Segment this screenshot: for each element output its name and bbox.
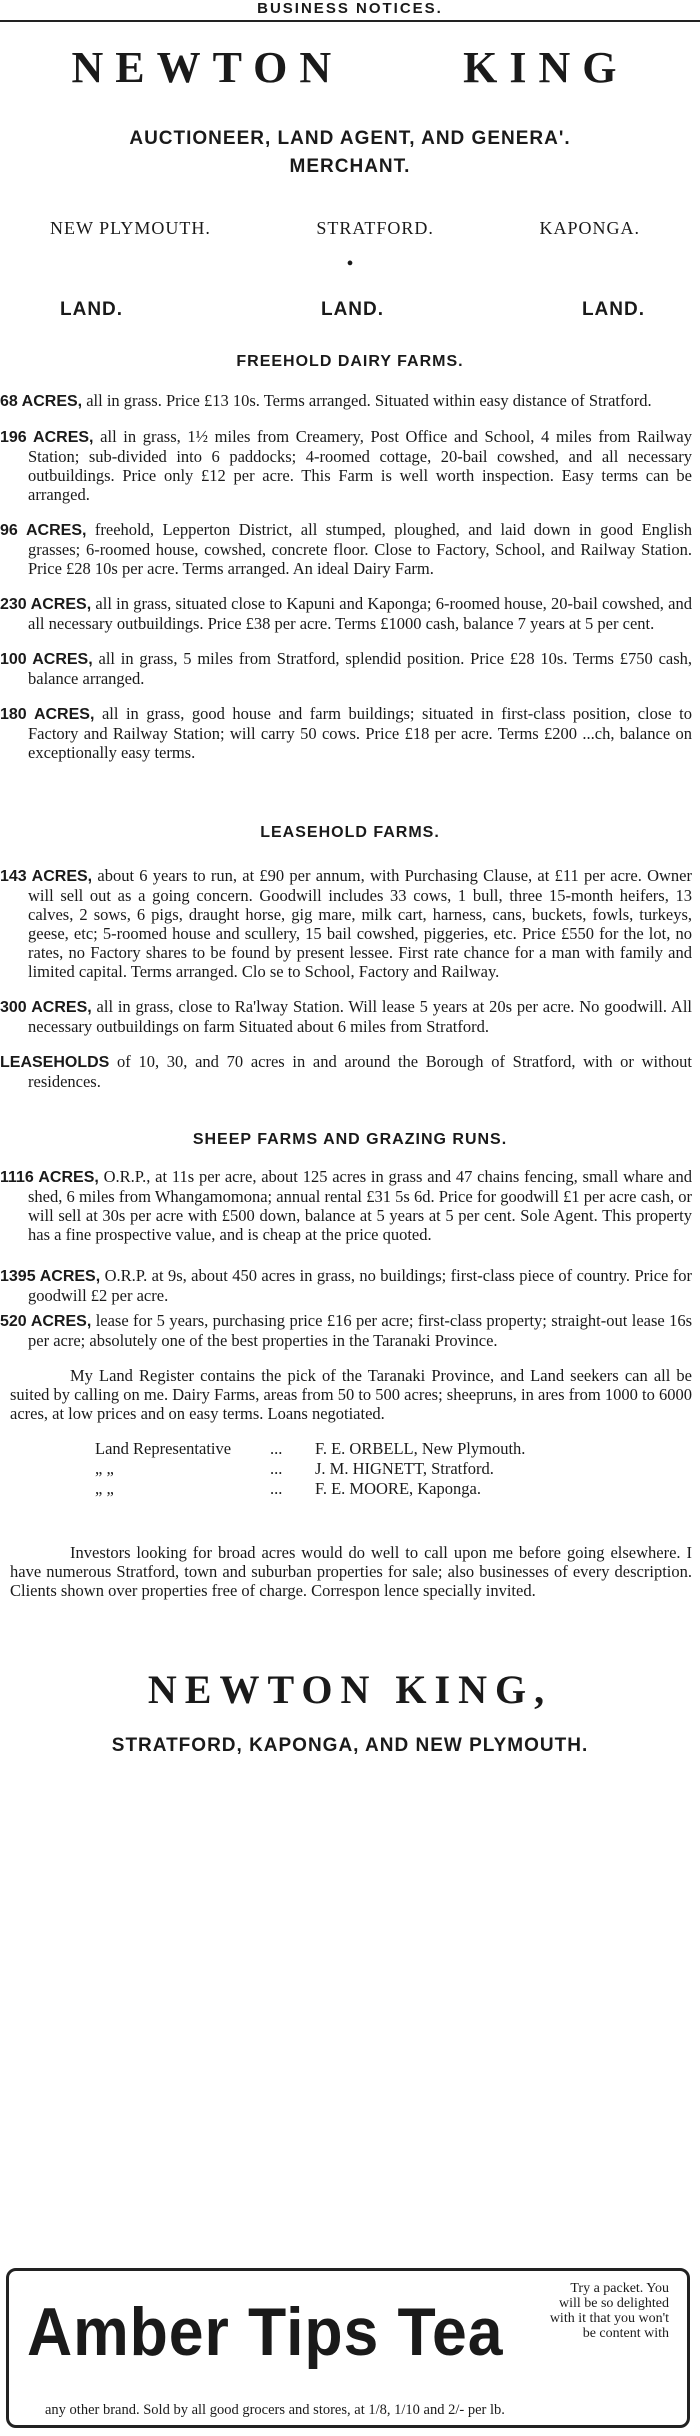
header-rule bbox=[0, 20, 700, 22]
entry-lead: 520 ACRES, bbox=[0, 1313, 92, 1330]
representative-row bbox=[95, 1439, 700, 1459]
entry-lead: 180 ACRES, bbox=[0, 706, 95, 723]
entry-text: all in grass, 5 miles from Stratford, splendid position. Price £28 10s. Terms £750 cash, balance arranged. bbox=[28, 649, 693, 688]
entry-text: of 10, 30, and 70 acres in and around the Borough of Stratford, with or without residences. bbox=[28, 1052, 693, 1091]
entry-text: about 6 years to run, at £90 per annum, with Purchasing Clause, at £11 per acre. Owner will sell out as a going concern. Goodwill includes 33 cows, 1 bull, three 15-month heifers, 13 calves, 2 sows, 6 pigs, draught horse, gig mare, milk cart, harness, cans, buckets, fowls, turkeys, geese, etc; 5-roomed house and scullery, 15 bail cowshed, piggeries, etc. Price £550 for the lot, no rates, no Factory shares to be found by present lessee. First rate chance for a man with family and limited capital. Terms arranged. Clo se to School, Factory and Railway. bbox=[28, 866, 693, 981]
entry-text: all in grass, close to Ra'lway Station. Will lease 5 years at 20s per acre. No goodwill. All necessary outbuildings on farm Situated about 6 miles from Stratford. bbox=[28, 997, 692, 1036]
rep-name: F. E. MOORE, Kaponga. bbox=[315, 1479, 481, 1498]
sheep-entry bbox=[0, 1311, 700, 1350]
sheep-entry bbox=[0, 1266, 700, 1305]
masthead-name-part2: KING bbox=[463, 43, 629, 92]
land-word-3: LAND. bbox=[581, 299, 645, 320]
leasehold-heading: LEASEHOLD FARMS. bbox=[260, 824, 440, 841]
entry-lead: 300 ACRES, bbox=[0, 999, 92, 1016]
footer-name: NEWTON KING, bbox=[147, 1667, 553, 1712]
rep-name: F. E. ORBELL, New Plymouth. bbox=[315, 1439, 526, 1458]
section-header: BUSINESS NOTICES. bbox=[257, 0, 443, 17]
investors-paragraph: Investors looking for broad acres would do well to call upon me before going elsewhere. I have numerous Stratford, town and suburban properties for sale; also businesses of every description. Clients shown over properties free of charge. Correspon lence specially invited. bbox=[10, 1543, 692, 1600]
land-word-2: LAND. bbox=[320, 299, 385, 320]
tea-advertisement bbox=[6, 2268, 690, 2428]
town-stratford: STRATFORD. bbox=[316, 218, 434, 238]
representative-row bbox=[95, 1459, 700, 1479]
entry-text: lease for 5 years, purchasing price £16 per acre; first-class property; straight-out lease 16s per acre; absolutely one of the best properties in the Taranaki Province. bbox=[28, 1311, 693, 1350]
land-banner bbox=[0, 299, 700, 321]
freehold-entry bbox=[0, 520, 700, 578]
entry-text: freehold, Lepperton District, all stumped, ploughed, and laid down in good English grasses; 6-roomed house, cowshed, concrete floor. Close to Factory, School, and Railway Station. Price £28 10s per acre. Terms arranged. An ideal Dairy Farm. bbox=[28, 520, 692, 578]
leasehold-entry bbox=[0, 866, 700, 981]
entry-text: all in grass. Price £13 10s. Terms arranged. Situated within easy distance of Stratford. bbox=[86, 391, 652, 410]
freehold-entry bbox=[0, 391, 700, 411]
entry-text: O.R.P., at 11s per acre, about 125 acres in grass and 47 chains fencing, small whare and shed, 6 miles from Whangamomona; annual rental £31 5s 6d. Price for goodwill £1 per acre cash, or will sell at 30s per acre with £500 down, balance at 5 years at 5 per cent. Sole Agent. This property has a fine prospective value, and is cheap at the price quoted. bbox=[28, 1167, 692, 1244]
entry-lead: 196 ACRES, bbox=[0, 429, 94, 446]
land-register-paragraph: My Land Register contains the pick of the Taranaki Province, and Land seekers can all be suited by calling on me. Dairy Farms, areas from 50 to 500 acres; sheepruns, in ares from 1000 to 6000 acres, at low prices and on easy terms. Loans negotiated. bbox=[10, 1366, 692, 1423]
entry-lead: 230 ACRES, bbox=[0, 596, 92, 613]
rep-dots: ... bbox=[270, 1459, 283, 1478]
freehold-entry bbox=[0, 427, 700, 504]
rep-dots: ... bbox=[270, 1439, 283, 1458]
ad-tagline: any other brand. Sold by all good grocers and stores, at 1/8, 1/10 and 2/- per lb. bbox=[45, 2402, 505, 2418]
rep-role: „ „ bbox=[95, 1459, 114, 1478]
sheep-entry bbox=[0, 1167, 700, 1244]
ad-brand-name: Amber Tips Tea bbox=[27, 2294, 504, 2370]
entry-lead: 100 ACRES, bbox=[0, 651, 93, 668]
leasehold-entry bbox=[0, 1052, 700, 1091]
rep-name: J. M. HIGNETT, Stratford. bbox=[315, 1459, 494, 1478]
rep-role: Land Representative bbox=[95, 1439, 232, 1458]
land-word-1: LAND. bbox=[60, 299, 124, 320]
freehold-entry bbox=[0, 704, 700, 762]
freehold-entry bbox=[0, 649, 700, 688]
entry-text: all in grass, good house and farm buildings; situated in first-class position, close to Factory and Railway Station; will carry 50 cows. Price £18 per acre. Terms £200 ...ch, balance on exceptionally easy terms. bbox=[28, 704, 692, 762]
sheep-heading: SHEEP FARMS AND GRAZING RUNS. bbox=[192, 1131, 508, 1148]
entry-lead: 68 ACRES, bbox=[0, 393, 83, 410]
masthead-subtitle-2: MERCHANT. bbox=[289, 156, 411, 177]
entry-lead: 143 ACRES, bbox=[0, 868, 93, 885]
bullet-ornament: • bbox=[346, 253, 354, 275]
town-list bbox=[0, 218, 700, 239]
ad-pitch: Try a packet. You will be so delighted with it that you won't be content with bbox=[549, 2281, 669, 2341]
representative-row bbox=[95, 1479, 700, 1499]
entry-text: all in grass, situated close to Kapuni and Kaponga; 6-roomed house, 20-bail cowshed, and all necessary outbuildings. Price £38 per acre. Terms £1000 cash, balance 7 years at 5 per cent. bbox=[28, 594, 692, 633]
masthead-name bbox=[0, 42, 700, 94]
masthead-name-part1: NEWTON bbox=[71, 43, 344, 92]
footer-towns: STRATFORD, KAPONGA, AND NEW PLYMOUTH. bbox=[111, 1735, 589, 1756]
representatives-list bbox=[0, 1439, 700, 1499]
entry-lead: 1116 ACRES, bbox=[0, 1169, 99, 1186]
leasehold-entry bbox=[0, 997, 700, 1036]
rep-dots: ... bbox=[270, 1479, 283, 1498]
entry-lead: 1395 ACRES, bbox=[0, 1268, 101, 1285]
freehold-heading: FREEHOLD DAIRY FARMS. bbox=[236, 353, 464, 370]
masthead-subtitle-1: AUCTIONEER, LAND AGENT, AND GENERA'. bbox=[129, 128, 571, 149]
entry-text: O.R.P. at 9s, about 450 acres in grass, no buildings; first-class piece of country. Price for goodwill £2 per acre. bbox=[28, 1266, 692, 1305]
entry-lead: LEASEHOLDS bbox=[0, 1054, 110, 1071]
entry-text: all in grass, 1½ miles from Creamery, Post Office and School, 4 miles from Railway Station; sub-divided into 6 paddocks; 4-roomed cottage, 20-bail cowshed, and all necessary outbuildings. Price only £12 per acre. This Farm is well worth inspection. Easy terms can be arranged. bbox=[28, 427, 693, 504]
freehold-entry bbox=[0, 594, 700, 633]
rep-role: „ „ bbox=[95, 1479, 114, 1498]
town-kaponga: KAPONGA. bbox=[539, 218, 640, 238]
town-new-plymouth: NEW PLYMOUTH. bbox=[50, 218, 211, 238]
entry-lead: 96 ACRES, bbox=[0, 522, 87, 539]
